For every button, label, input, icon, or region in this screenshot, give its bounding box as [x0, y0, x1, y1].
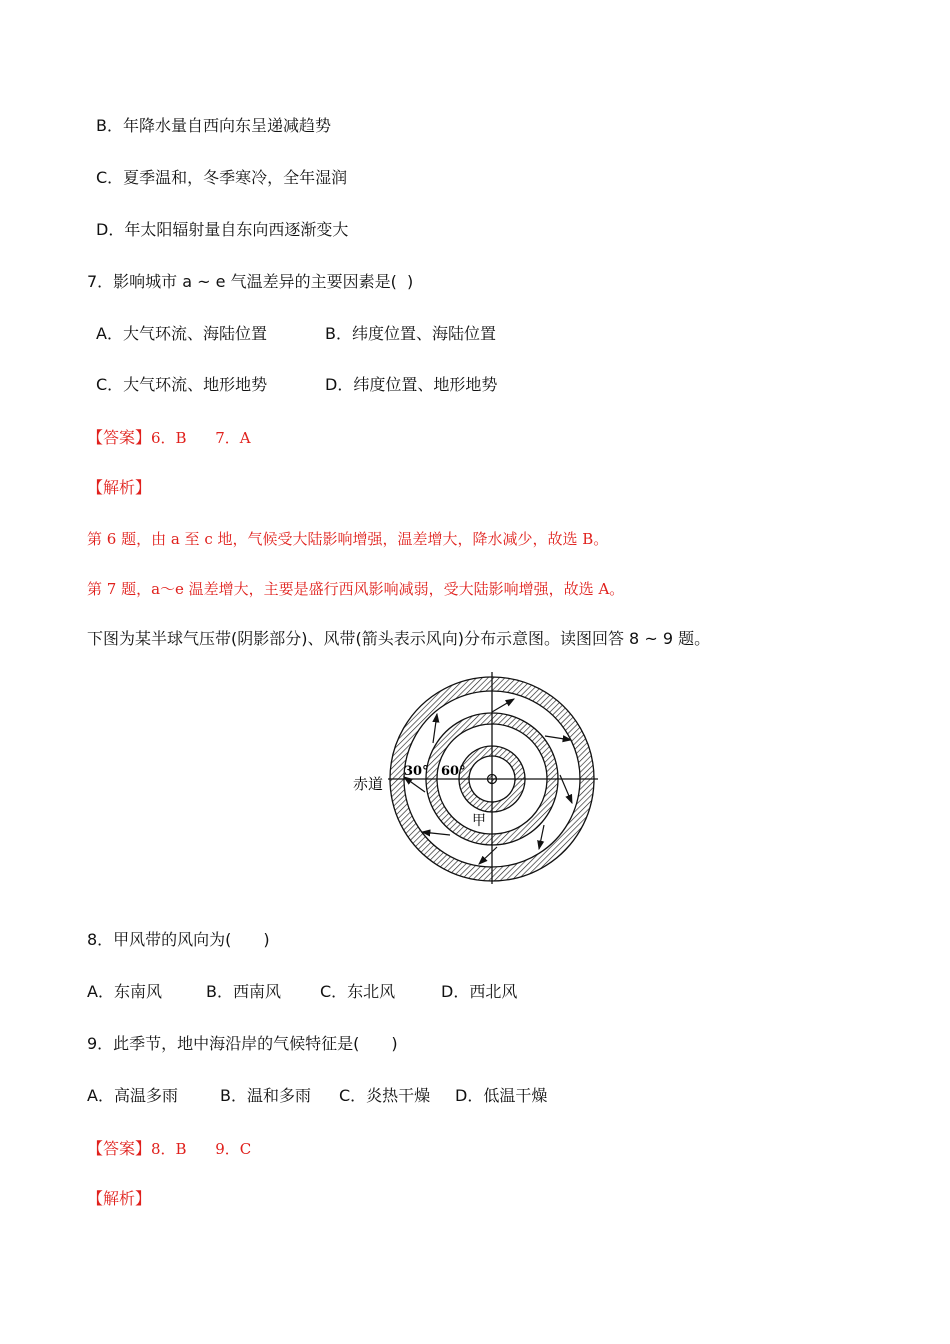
q9-option-a: A．高温多雨	[87, 1086, 178, 1105]
lat-30-label: 30°	[404, 764, 429, 779]
q7-option-a: A．大气环流、海陆位置	[96, 324, 267, 343]
q8-option-b: B．西南风	[206, 982, 281, 1001]
q7-option-d: D．纬度位置、地形地势	[325, 375, 498, 394]
q8-option-c: C．东北风	[320, 982, 396, 1001]
analysis-tag-2	[87, 1189, 151, 1209]
q6-option-d: D．年太阳辐射量自东向西逐渐变大	[96, 220, 349, 239]
q9-stem: 9．此季节，地中海沿岸的气候特征是( )	[87, 1034, 398, 1053]
q7-option-b: B．纬度位置、海陆位置	[325, 324, 496, 343]
q8-option-a: A．东南风	[87, 982, 162, 1001]
jia-label: 甲	[472, 813, 486, 829]
q8-stem: 8．甲风带的风向为( )	[87, 930, 270, 949]
answer-8-9	[87, 1139, 251, 1159]
q9-option-c: C．炎热干燥	[339, 1086, 431, 1105]
q6-option-c: C．夏季温和，冬季寒冷，全年湿润	[96, 168, 348, 187]
q9-option-d: D．低温干燥	[455, 1086, 548, 1105]
analysis-q7: 第 7 题，a～e 温差增大，主要是盛行西风影响减弱，受大陆影响增强，故选 A。	[87, 580, 625, 598]
answer-text: 8．B 9．C	[151, 1140, 252, 1158]
answer-tag: 【答案】	[87, 1139, 152, 1158]
answer-text: 6．B 7．A	[151, 429, 251, 447]
q7-option-c: C．大气环流、地形地势	[96, 375, 268, 394]
analysis-q6: 第 6 题，由 a 至 c 地，气候受大陆影响增强，温差增大，降水减少，故选 B。	[87, 530, 609, 548]
q6-option-b: B．年降水量自西向东呈递减趋势	[96, 116, 331, 135]
figure-intro: 下图为某半球气压带(阴影部分)、风带(箭头表示风向)分布示意图。读图回答 8 ~ 9 题。	[87, 629, 711, 648]
equator-label: 赤道	[353, 775, 384, 793]
q8-option-d: D．西北风	[441, 982, 518, 1001]
lat-60-label: 60°	[441, 764, 466, 779]
answer-tag: 【答案】	[87, 428, 152, 447]
analysis-label: 【解析】	[87, 478, 152, 497]
q9-option-b: B．温和多雨	[220, 1086, 311, 1105]
analysis-label: 【解析】	[87, 1189, 152, 1208]
q7-stem: 7．影响城市 a ~ e 气温差异的主要因素是( )	[87, 272, 414, 291]
